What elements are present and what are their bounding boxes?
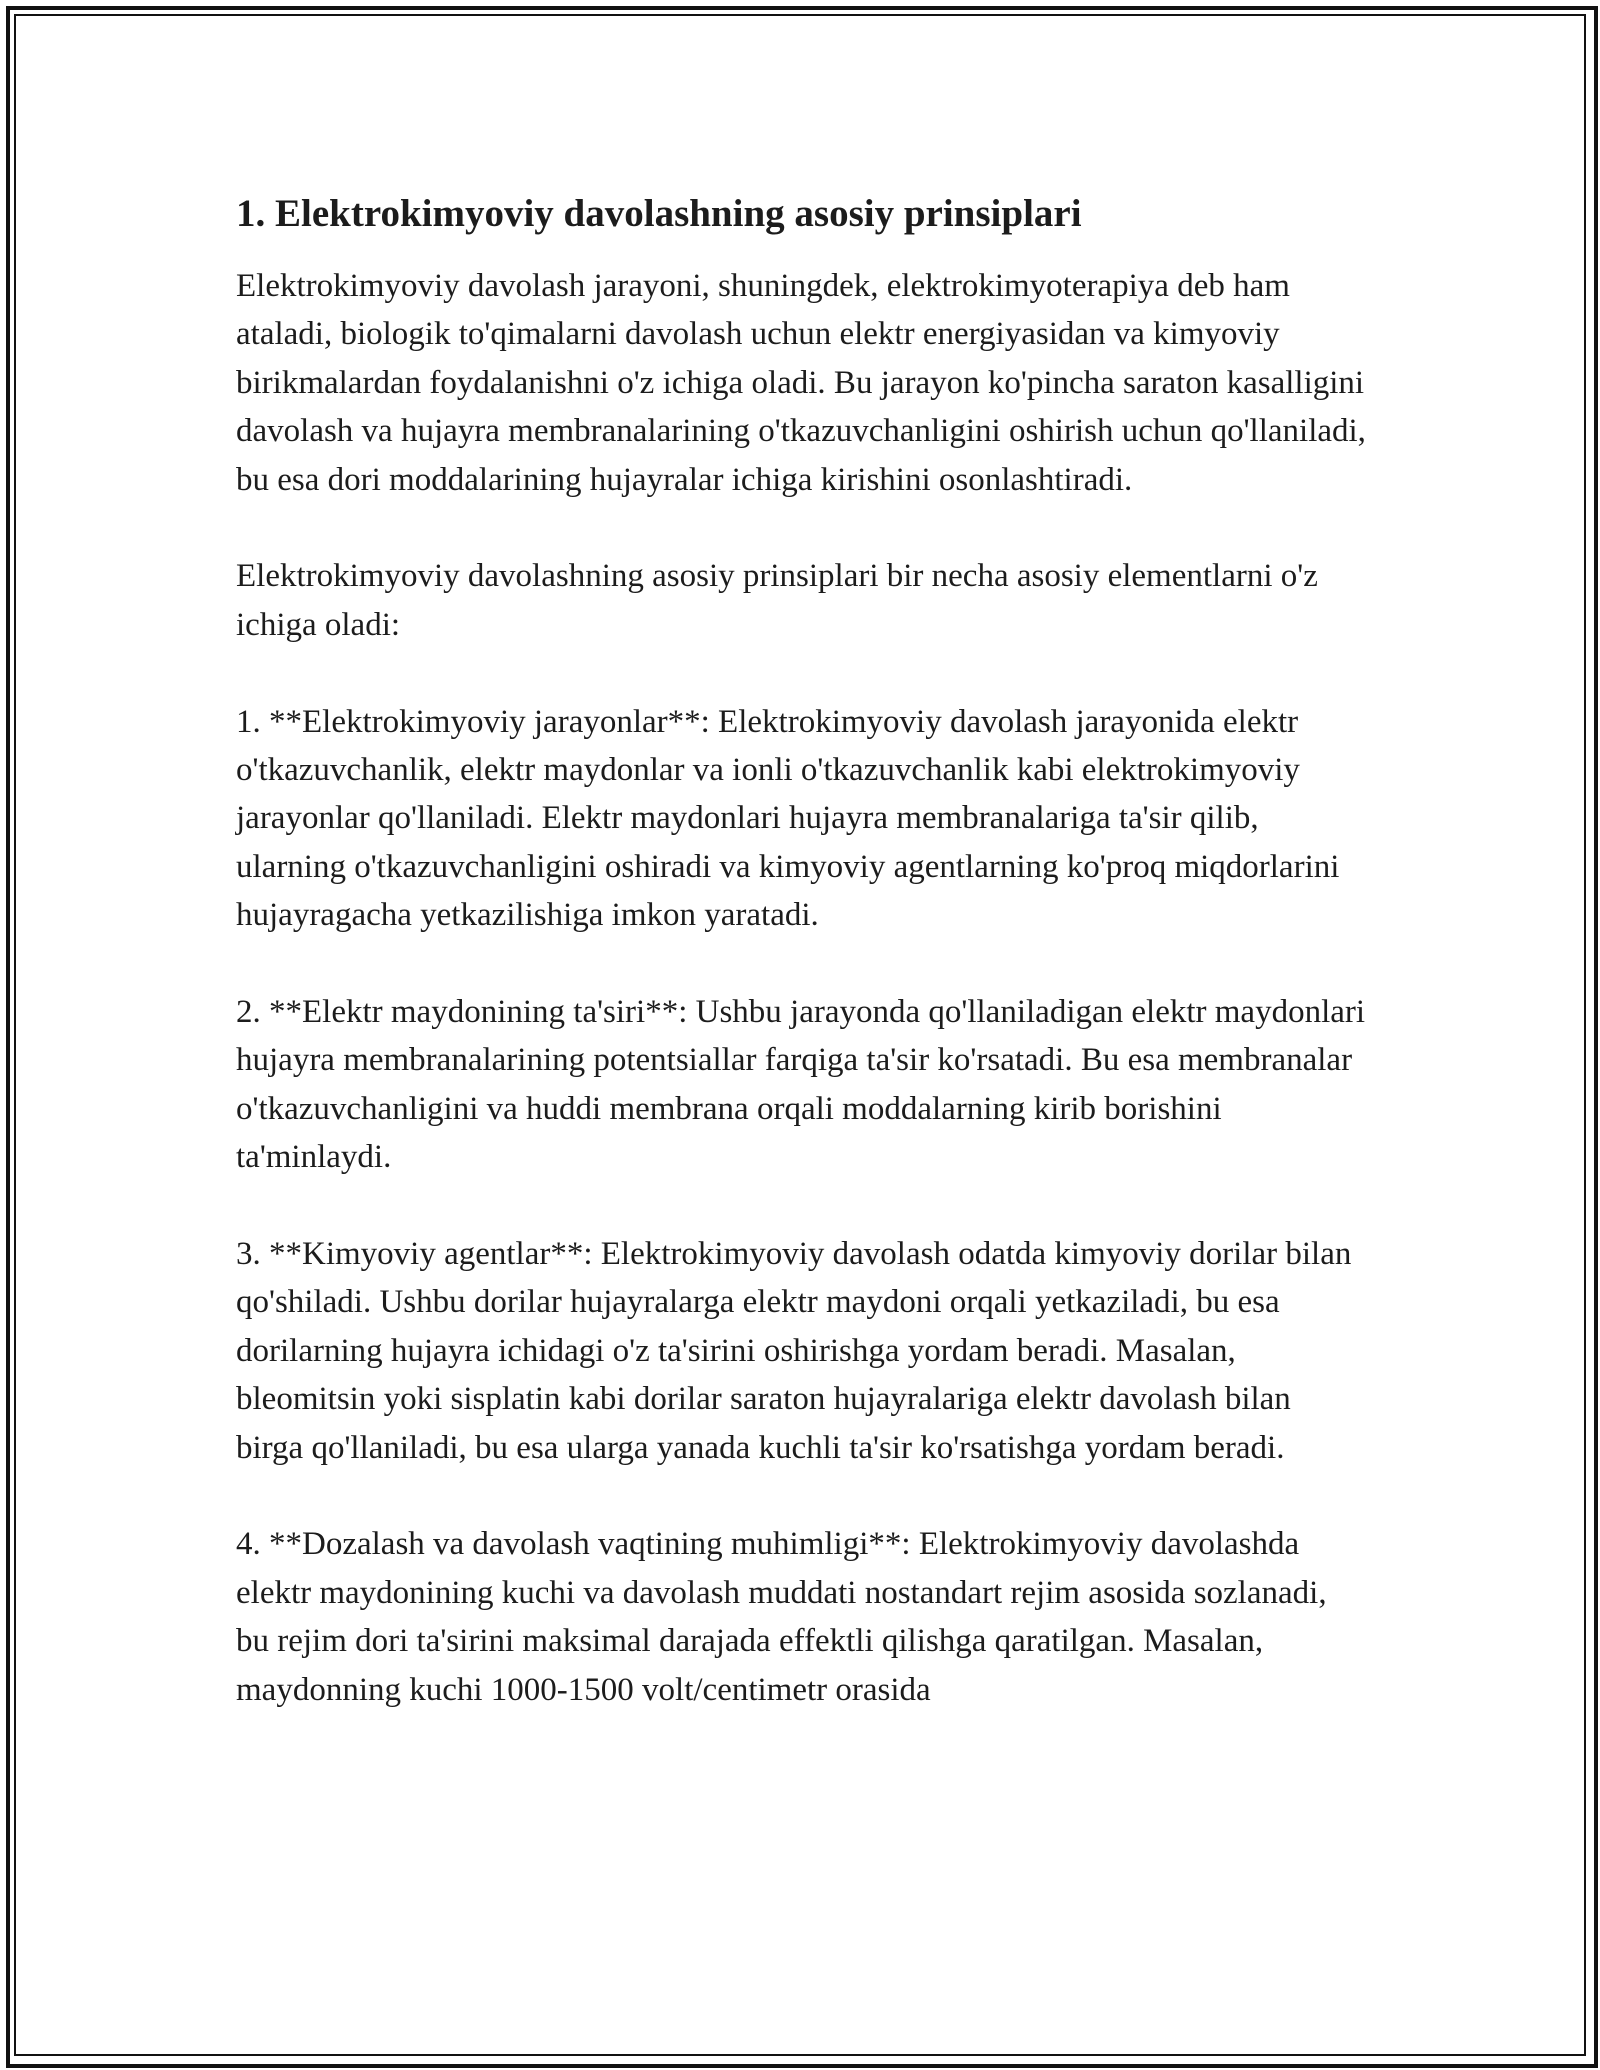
section-heading: 1. Elektrokimyoviy davolashning asosiy prinsiplari: [236, 192, 1082, 235]
list-item-electrochemical-processes: 1. **Elektrokimyoviy jarayonlar**: Elektrokimyoviy davolash jarayonida elektr o'tkazuvchanlik, elektr maydonlar va ionli o'tkazuvchanlik kabi elektrokimyoviy jarayonlar qo'llaniladi. Elektr maydonlari hujayra membranalariga ta'sir qilib, ularning o'tkazuvchanligini oshiradi va kimyoviy agentlarning ko'proq miqdorlarini hujayragacha yetkazilishiga imkon yaratadi.: [236, 703, 1340, 934]
list-item-electric-field-effect: 2. **Elektr maydonining ta'siri**: Ushbu jarayonda qo'llaniladigan elektr maydonlari hujayra membranalarining potentsiallar farqiga ta'sir ko'rsatadi. Bu esa membranalar o'tkazuvchanligini va huddi membrana orqali moddalarning kirib borishini ta'minlaydi.: [236, 994, 1366, 1176]
list-item-chemical-agents: 3. **Kimyoviy agentlar**: Elektrokimyoviy davolash odatda kimyoviy dorilar bilan qo'shiladi. Ushbu dorilar hujayralarga elektr maydoni orqali yetkaziladi, bu esa dorilarning hujayra ichidagi o'z ta'sirini oshirishga yordam beradi. Masalan, bleomitsin yoki sisplatin kabi dorilar saraton hujayralariga elektr davolash bilan birga qo'llaniladi, bu esa ularga yanada kuchli ta'sir ko'rsatishga yordam beradi.: [236, 1236, 1352, 1466]
list-item-dosing-timing: 4. **Dozalash va davolash vaqtining muhimligi**: Elektrokimyoviy davolashda elektr maydonining kuchi va davolash muddati nostandart rejim asosida sozlanadi, bu rejim dori ta'sirini maksimal darajada effektli qilishga qaratilgan. Masalan, maydonning kuchi 1000-1500 volt/centimetr orasida: [236, 1526, 1327, 1708]
paragraph-intro: Elektrokimyoviy davolash jarayoni, shuningdek, elektrokimyoterapiya deb ham ataladi, biologik to'qimalarni davolash uchun elektr energiyasidan va kimyoviy birikmalardan foydalanishni o'z ichiga oladi. Bu jarayon ko'pincha saraton kasalligini davolash va hujayra membranalarining o'tkazuvchanligini oshirish uchun qo'llaniladi, bu esa dori moddalarining hujayralar ichiga kirishini osonlashtiradi.: [236, 268, 1366, 498]
document-body: [236, 186, 1366, 1714]
paragraph-principles-lead: Elektrokimyoviy davolashning asosiy prinsiplari bir necha asosiy elementlarni o'z ichiga oladi:: [236, 558, 1318, 643]
